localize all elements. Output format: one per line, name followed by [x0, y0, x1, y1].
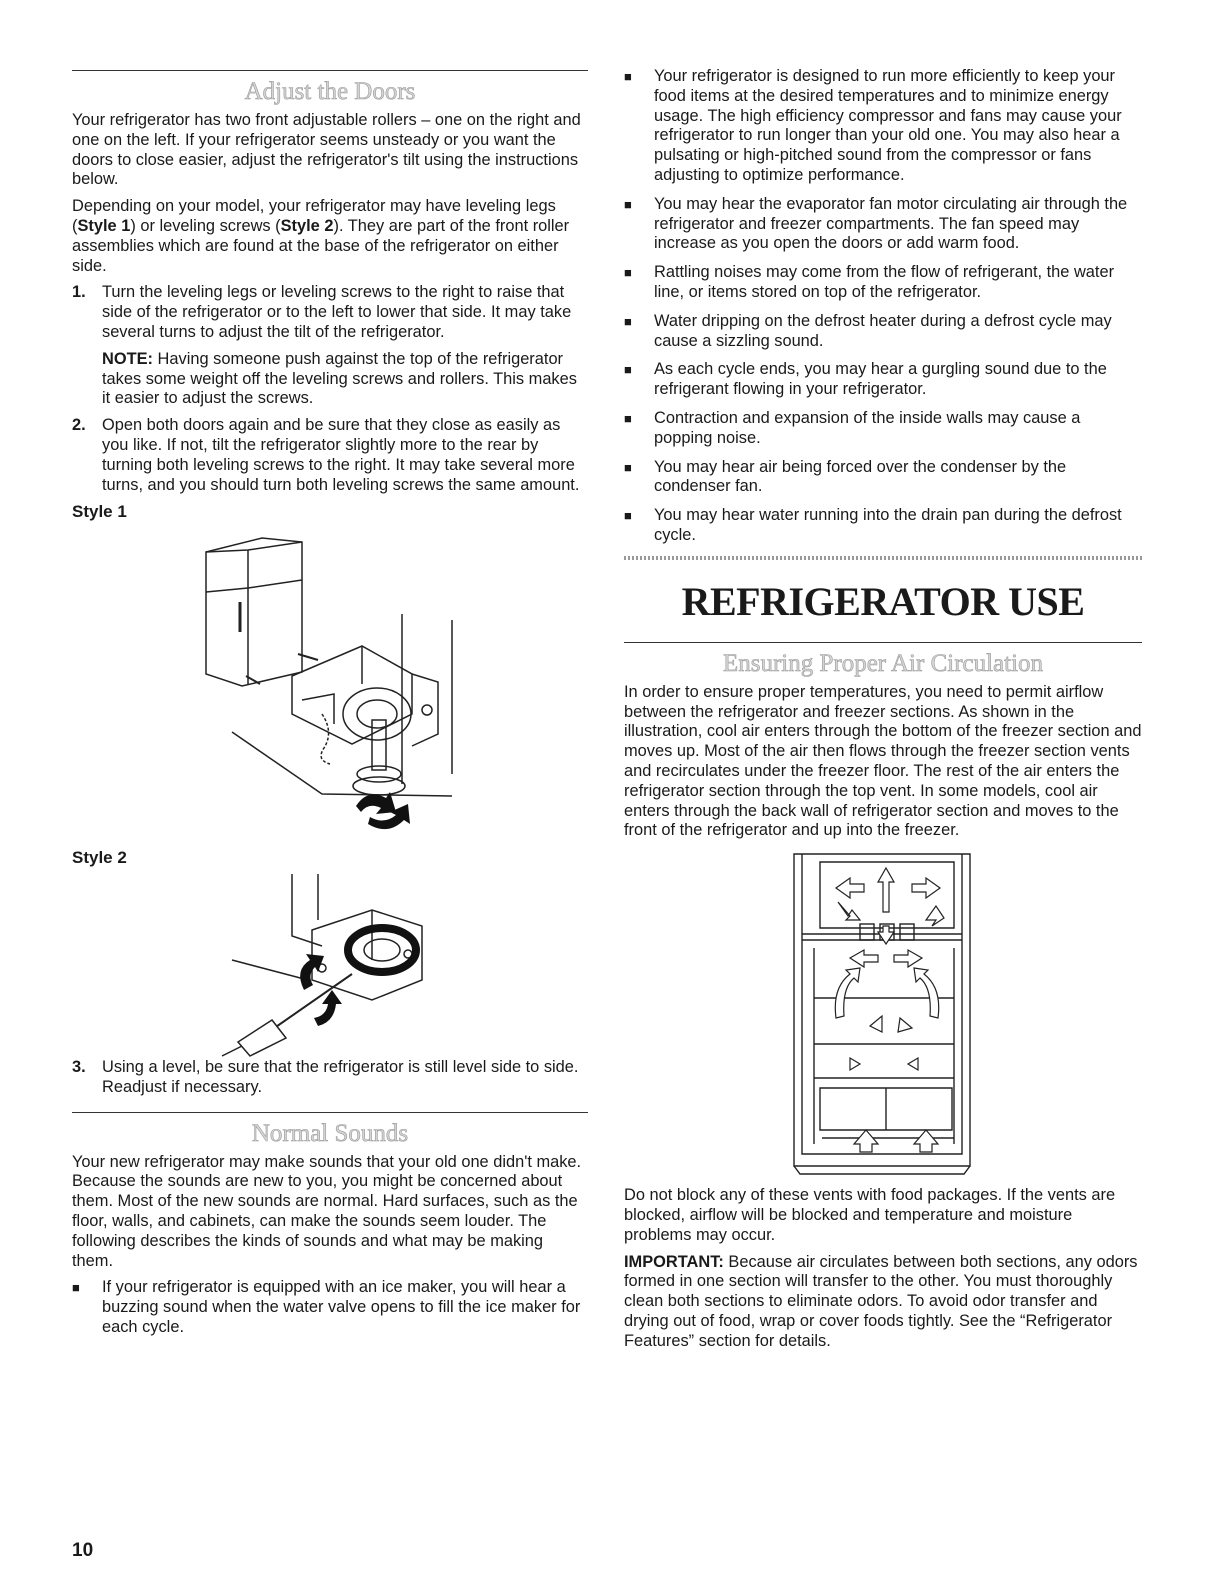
step-1: 1. Turn the leveling legs or leveling screws to the right to raise that side of the refrigerator or to the left to lower that side. It may take several turns to adjust the tilt of the refrigerator.	[72, 283, 572, 341]
square-bullet-icon: ■	[624, 508, 632, 524]
left-column	[72, 70, 588, 1347]
vents-paragraph: Do not block any of these vents with food packages. If the vents are blocked, airflow will be blocked and temperature and moisture problems may occur.	[624, 1186, 1116, 1244]
list-item: ■ Rattling noises may come from the flow of refrigerant, the water line, or items stored on top of the refrigerator.	[624, 263, 1115, 301]
note-paragraph: NOTE: Having someone push against the top of the refrigerator takes some weight off the leveling screws and rollers. This makes it easier to adjust the screws.	[102, 349, 577, 408]
step-3: 3. Using a level, be sure that the refrigerator is still level side to side. Readjust if necessary.	[72, 1057, 579, 1096]
square-bullet-icon: ■	[624, 362, 632, 378]
page-title: REFRIGERATOR USE	[681, 578, 1085, 624]
sounds-intro: Your new refrigerator may make sounds that your old one didn't make. Because the sounds are new to you, you might be concerned about them. Most of the new sounds are normal. Hard surfaces, such as the floor, walls, and cabinets, can make the sounds seem louder. The following describes the kinds of sounds and what may be making them.	[72, 1152, 582, 1270]
square-bullet-icon: ■	[624, 313, 632, 329]
adjust-doors-heading: Adjust the Doors	[244, 78, 416, 105]
adjust-models-paragraph: Depending on your model, your refrigerator may have leveling legs (Style 1) or leveling screws (Style 2). They are part of the front roller assemblies which are found at the base of the refrigerator on either side.	[72, 197, 570, 275]
right-column	[624, 67, 1142, 1358]
square-bullet-icon: ■	[72, 1280, 80, 1296]
normal-sounds-heading: Normal Sounds	[251, 1119, 409, 1147]
list-item: ■ Contraction and expansion of the inside walls may cause a popping noise.	[624, 408, 1081, 447]
square-bullet-icon: ■	[624, 459, 632, 475]
square-bullet-icon: ■	[624, 265, 632, 281]
adjust-intro: Your refrigerator has two front adjustable rollers – one on the right and one on the left. If your refrigerator seems unsteady or you want the doors to close easier, adjust the refrigerator's tilt using the instructions below.	[72, 111, 581, 189]
list-item: ■ You may hear water running into the drain pan during the defrost cycle.	[624, 506, 1122, 544]
section-rule	[72, 70, 588, 71]
air-circulation-heading: Ensuring Proper Air Circulation	[722, 649, 1044, 677]
style-2-label: Style 2	[72, 848, 127, 868]
step-2: 2. Open both doors again and be sure that they close as easily as you like. If not, tilt the refrigerator slightly more to the rear by turning both leveling screws to the right. It may take several more turns, and you should turn both leveling screws the same amount.	[72, 416, 580, 494]
important-paragraph: IMPORTANT: Because air circulates between both sections, any odors formed in one section will transfer to the other. You must thoroughly clean both sections to eliminate odors. To avoid odor transfer and drying out of food, wrap or cover foods tightly. See the “Refrigerator Features” section for details.	[624, 1252, 1138, 1350]
square-bullet-icon: ■	[624, 69, 632, 84]
leveling-leg-illustration	[72, 524, 588, 846]
list-item: ■ You may hear the evaporator fan motor circulating air through the refrigerator and freezer compartments. The fan speed may increase as you open the doors or add warm food.	[624, 194, 1128, 253]
style-1-label: Style 1	[72, 502, 127, 522]
list-item: ■ Water dripping on the defrost heater during a defrost cycle may cause a sizzling sound.	[624, 311, 1112, 350]
list-item: ■ As each cycle ends, you may hear a gurgling sound due to the refrigerant flowing in your refrigerator.	[624, 360, 1107, 399]
section-divider	[624, 556, 1142, 560]
list-item: ■ Your refrigerator is designed to run more efficiently to keep your food items at the desired temperatures and to minimize energy usage. The high efficiency compressor and fans may cause your refrigerator to run longer than your old one. You may also hear a pulsating or high-pitched sound from the compressor or fans adjusting to optimize performance.	[624, 67, 1122, 184]
square-bullet-icon: ■	[624, 410, 632, 426]
section-rule	[624, 642, 1142, 643]
air-circulation-paragraph: In order to ensure proper temperatures, you need to permit airflow between the refrigerator and freezer sections. As shown in the illustration, cool air enters through the bottom of the freezer section and moves up. Most of the air then flows through the freezer section vents and recirculates under the freezer floor. The rest of the air enters the refrigerator section through the top vent. In some models, cool air enters through the back wall of refrigerator section and moves to the front of the refrigerator and up into the freezer.	[624, 682, 1142, 840]
leveling-screw-illustration	[72, 870, 588, 1058]
section-rule	[72, 1112, 588, 1113]
page-number: 10	[72, 1540, 94, 1561]
air-circulation-illustration	[624, 848, 1142, 1186]
square-bullet-icon: ■	[624, 196, 632, 212]
list-item: ■ You may hear air being forced over the condenser by the condenser fan.	[624, 457, 1067, 496]
list-item: ■ If your refrigerator is equipped with an ice maker, you will hear a buzzing sound when the water valve opens to fill the ice maker for each cycle.	[72, 1278, 581, 1336]
